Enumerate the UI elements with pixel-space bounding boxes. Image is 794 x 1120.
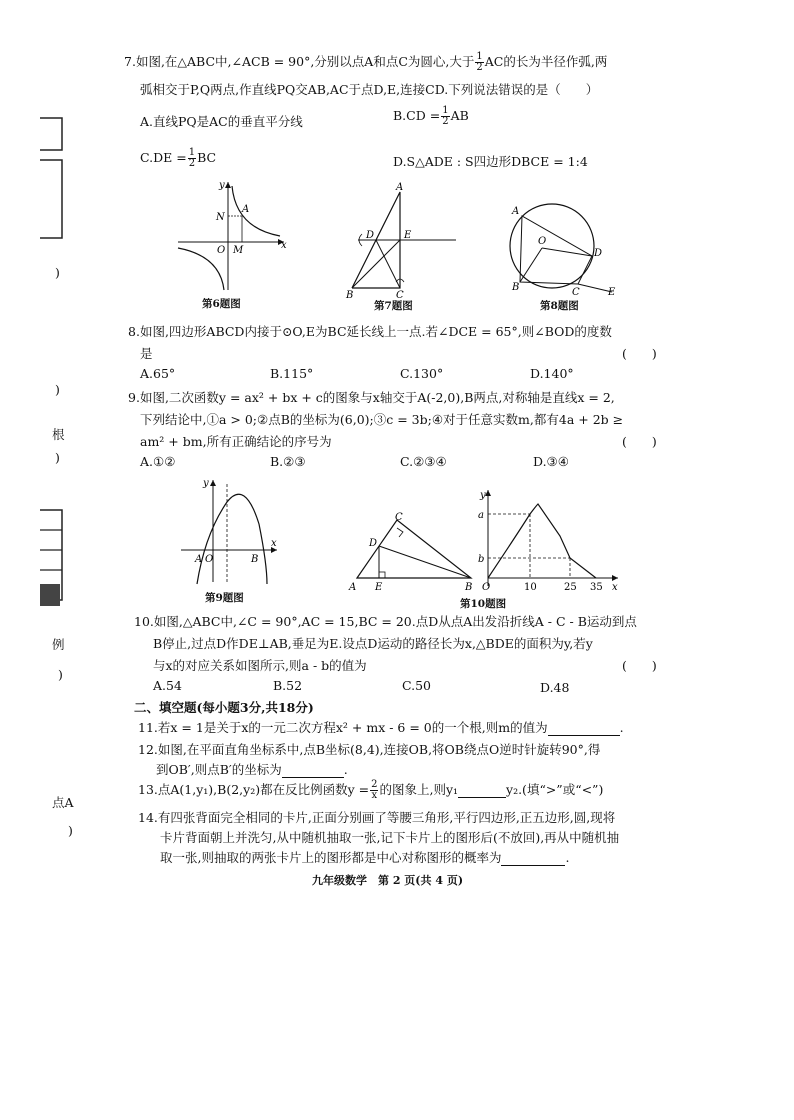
q12-end: . [343,762,348,777]
figure-7 [340,180,465,312]
q13-text-mid: 的图象上,则y₁ [379,782,459,797]
figure-9-caption: 第9题图 [205,592,244,604]
q13-answer-blank[interactable] [458,782,506,798]
fig8-label-a: A [512,206,520,217]
figure-7-caption: 第7题图 [374,300,413,312]
fig10b-label-a: a [478,510,484,521]
figure-6-graph [170,178,295,293]
q9-option-b: B.②③ [270,454,306,469]
fig6-label-o: O [217,245,226,256]
margin-mark-7: 点A [52,795,74,810]
q10-line-1 [134,612,637,630]
q7-optb-post: AB [450,108,469,123]
q14-end: . [565,850,570,865]
fig6-label-x: x [281,240,287,251]
section-2-title: 二、填空题(每小题3分,共18分) [134,700,314,715]
fig10a-label-b: B [465,582,473,593]
figure-9 [175,474,285,604]
margin-mark-6: ) [58,667,63,682]
q10-option-d: D.48 [540,680,570,695]
fig7-label-a: A [396,182,404,193]
fig10b-label-y: y [480,490,486,501]
q13-text-pre: 点A(1,y₁),B(2,y₂)都在反比例函数y = [157,782,370,797]
q14-text-3: 取一张,则抽取的两张卡片上的图形都是中心对称图形的概率为 [160,850,502,865]
q7-optc-post: BC [197,150,217,165]
q7-option-d: D.S△ADE : S四边形DBCE = 1:4 [393,154,588,169]
fig8-label-c: C [572,287,580,296]
margin-mark-1: ) [55,265,60,280]
margin-mark-2: ) [55,382,60,397]
fig10b-tick-35: 35 [590,582,603,593]
q14-line-2: 卡片背面朝上并洗匀,从中随机抽取一张,记下卡片上的图形后(不放回),再从中随机抽 [160,830,620,845]
q9-option-a: A.①② [140,454,176,469]
q7-option-b [393,106,469,127]
q9-line-2: 下列结论中,①a > 0;②点B的坐标为(6,0);③c = 3b;④对于任意实数m,都有4a + 2b ≥ [140,412,624,427]
q7-line-2: 弧相交于P,Q两点,作直线PQ交AB,AC于点D,E,连接CD.下列说法错误的是（ ） [140,82,599,97]
q11-text: 若x = 1是关于x的一元二次方程x² + mx - 6 = 0的一个根,则m的值为 [157,720,548,735]
q12-answer-blank[interactable] [282,762,344,778]
q7-line-1 [124,52,607,73]
q10-text-1: 如图,△ABC中,∠C = 90°,AC = 15,BC = 20.点D从点A出发沿折线A - C - B运动到点 [153,614,637,629]
q7-optb-fraction: $\frac{1}{2}$ [442,105,449,127]
figure-10-graph [460,486,626,610]
fig6-label-y: y [219,180,225,191]
q7-optc-fraction: $\frac{1}{2}$ [188,147,196,169]
q10-option-b: B.52 [273,678,303,693]
q10-answer-paren: ( ) [622,658,657,673]
figure-7-graph [340,180,465,298]
q13-frac-den: x [371,790,378,801]
q13-number: 13. [138,782,158,797]
q14-text-1: 有四张背面完全相同的卡片,正面分别画了等腰三角形,平行四边形,正五边形,圆,现将 [157,810,616,825]
q8-line-1 [128,322,612,340]
q10-option-a: A.54 [153,678,182,693]
q8-line-2: 是 [140,346,153,361]
q9-text-1: 如图,二次函数y = ax² + bx + c的图象与x轴交于A(-2,0),B两点,对称轴是直线x = 2, [139,390,615,405]
q14-number: 14. [138,810,158,825]
figure-10-graph-plot [476,486,626,598]
fig10b-label-o: O [482,582,491,593]
q7-option-c [140,148,216,169]
fig10a-label-c: C [395,512,403,523]
fig10b-label-b: b [478,554,485,565]
fig8-label-o: O [538,236,547,247]
margin-mark-3: 根 [52,427,65,442]
q14-line-1 [138,808,615,826]
q9-option-d: D.③④ [533,454,569,469]
q11-end: . [619,720,624,735]
margin-mark-8: ) [68,823,73,838]
q10-line-2: B停止,过点D作DE⊥AB,垂足为E.设点D运动的路径长为x,△BDE的面积为y,若y [153,636,593,651]
q8-option-d: D.140° [530,366,574,381]
q9-line-1 [128,388,615,406]
fig8-label-d: D [594,248,603,259]
margin-mark-4: ) [55,450,60,465]
q12-text-1: 如图,在平面直角坐标系中,点B坐标(8,4),连接OB,将OB绕点O逆时针旋转90°,得 [157,742,601,757]
fig9-label-b: B [251,554,259,565]
q8-text-1: 如图,四边形ABCD内接于⊙O,E为BC延长线上一点.若∠DCE = 65°,则∠BOD的度数 [139,324,612,339]
q7-number: 7. [124,54,136,69]
fig8-label-e: E [608,287,616,296]
q13-frac-num: 2 [371,779,378,790]
fig10a-label-e: E [375,582,383,593]
q10-number: 10. [134,614,154,629]
fig6-label-m: M [233,245,244,256]
q8-option-c: C.130° [400,366,444,381]
q12-text-2: 到OB′,则点B′的坐标为 [156,762,282,777]
q14-line-3 [160,848,569,866]
question-11 [138,718,624,736]
fig7-label-d: D [366,230,375,241]
q7-optc-pre: C.DE = [140,150,187,165]
fig10b-label-x: x [612,582,618,593]
q7-optb-pre: B.CD = [393,108,441,123]
q7-text-1a: 如图,在△ABC中,∠ACB = 90°,分别以点A和点C为圆心,大于 [135,54,475,69]
q9-number: 9. [128,390,140,405]
page-footer: 九年级数学 第 2 页(共 4 页) [312,874,464,887]
fig10b-tick-25: 25 [564,582,577,593]
fig7-label-c: C [396,290,404,298]
q9-answer-paren: ( ) [622,434,657,449]
fig9-label-y: y [203,478,209,489]
figure-6 [170,178,295,310]
q8-answer-paren: ( ) [622,346,657,361]
q11-answer-blank[interactable] [548,720,620,736]
q12-line-2 [156,760,348,778]
q7-frac-num: 1 [476,51,483,62]
figure-9-graph [175,474,285,589]
figure-8-graph [500,196,625,296]
margin-bracket-lines [40,110,70,630]
q8-option-a: A.65° [140,366,176,381]
fig6-label-a: A [242,204,250,215]
q9-option-c: C.②③④ [400,454,447,469]
figure-10-triangle-graph [345,512,480,594]
fig9-label-x: x [271,538,277,549]
q7-text-1b: AC的长为半径作弧,两 [484,54,608,69]
margin-mark-5: 例 [52,637,65,652]
q10-option-c: C.50 [402,678,431,693]
q7-frac-den: 2 [476,62,483,73]
figure-10-triangle [345,512,480,597]
fig10a-label-d: D [369,538,378,549]
fig9-label-o: O [205,554,214,565]
figure-8-caption: 第8题图 [540,300,579,312]
fig7-label-e: E [404,230,412,241]
figure-6-caption: 第6题图 [202,298,241,310]
q13-fraction [370,780,378,801]
q7-option-a: A.直线PQ是AC的垂直平分线 [140,114,303,129]
figure-10-caption: 第10题图 [460,598,507,610]
fig10b-tick-10: 10 [524,582,537,593]
fig10a-label-a: A [349,582,357,593]
fig9-label-a: A [195,554,203,565]
q12-line-1 [138,740,600,758]
q14-answer-blank[interactable] [501,850,565,866]
q10-line-3: 与x的对应关系如图所示,则a - b的值为 [153,658,367,673]
q13-text-post: y₂.(填“>”或“<”) [506,782,604,797]
question-13 [138,780,603,801]
q7-fraction [475,52,483,73]
q8-option-b: B.115° [270,366,314,381]
q12-number: 12. [138,742,158,757]
q9-line-3: am² + bm,所有正确结论的序号为 [140,434,332,449]
q11-number: 11. [138,720,158,735]
fig8-label-b: B [512,282,520,293]
fig7-label-b: B [346,290,354,298]
fig6-label-n: N [216,212,225,223]
figure-8 [500,196,625,312]
q8-number: 8. [128,324,140,339]
